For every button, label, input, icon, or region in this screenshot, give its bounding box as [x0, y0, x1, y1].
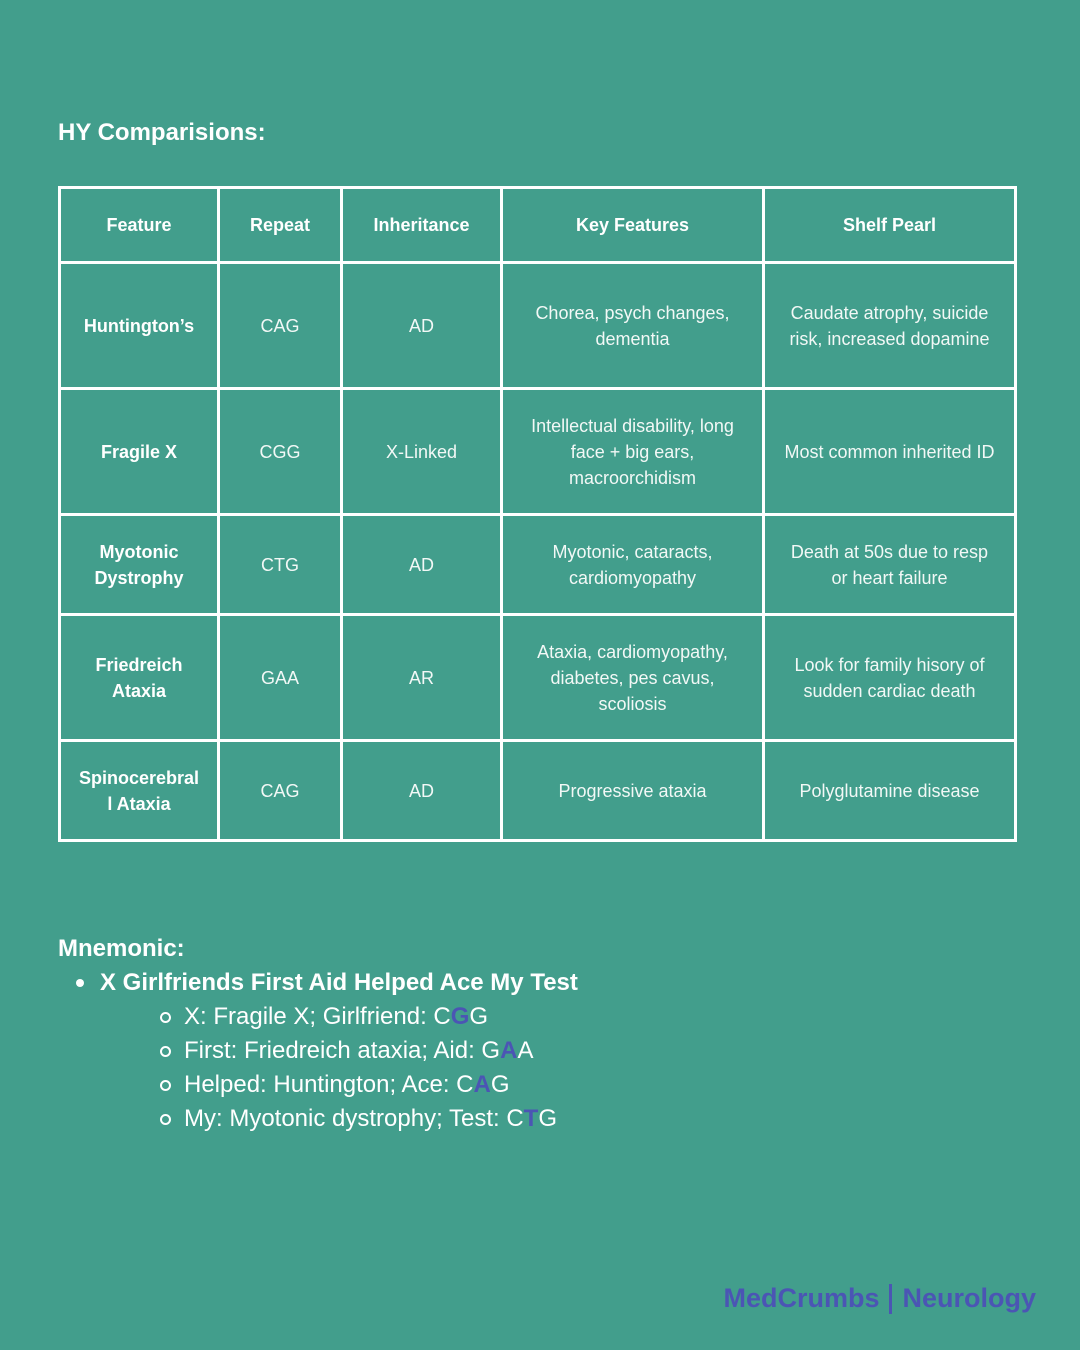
mnemonic-sub-list	[100, 1000, 578, 1136]
cell-shelf-pearl: Most common inherited ID	[764, 389, 1016, 515]
comparisons-title: HY Comparisions:	[58, 119, 266, 146]
cell-feature: Spinocerebrall Ataxia	[60, 741, 219, 841]
table-row	[60, 515, 1016, 615]
cell-feature: Fragile X	[60, 389, 219, 515]
cell-inheritance: AR	[342, 615, 502, 741]
cell-repeat: CAG	[219, 741, 342, 841]
table-row	[60, 741, 1016, 841]
item-text: My: Myotonic dystrophy; Test: C	[184, 1105, 524, 1132]
cell-key-features: Intellectual disability, long face + big ears, macroorchidism	[502, 389, 764, 515]
mnemonic-list	[58, 966, 578, 1136]
table-row	[60, 615, 1016, 741]
bullet-icon	[76, 979, 84, 987]
header-inheritance: Inheritance	[342, 188, 502, 263]
cell-inheritance: AD	[342, 263, 502, 389]
cell-repeat: GAA	[219, 615, 342, 741]
table-header-row	[60, 188, 1016, 263]
cell-key-features: Progressive ataxia	[502, 741, 764, 841]
cell-shelf-pearl: Caudate atrophy, suicide risk, increased dopamine	[764, 263, 1016, 389]
cell-feature: Myotonic Dystrophy	[60, 515, 219, 615]
cell-repeat: CGG	[219, 389, 342, 515]
item-text-end: G	[490, 1071, 510, 1098]
brand-section: Neurology	[902, 1283, 1036, 1313]
item-text: X: Fragile X; Girlfriend: C	[184, 1003, 451, 1030]
circle-bullet-icon	[160, 1114, 171, 1125]
cell-inheritance: AD	[342, 741, 502, 841]
highlight-letter: A	[473, 1071, 491, 1098]
cell-inheritance: AD	[342, 515, 502, 615]
item-text: Helped: Huntington; Ace: C	[184, 1071, 474, 1098]
item-text-end: G	[538, 1105, 558, 1132]
header-shelf-pearl: Shelf Pearl	[764, 188, 1016, 263]
cell-repeat: CAG	[219, 263, 342, 389]
cell-key-features: Ataxia, cardiomyopathy, diabetes, pes cavus, scoliosis	[502, 615, 764, 741]
brand-divider	[889, 1284, 892, 1314]
item-text-end: G	[469, 1003, 489, 1030]
cell-key-features: Chorea, psych changes, dementia	[502, 263, 764, 389]
circle-bullet-icon	[160, 1080, 171, 1091]
cell-shelf-pearl: Polyglutamine disease	[764, 741, 1016, 841]
brand-footer	[723, 1283, 1036, 1314]
circle-bullet-icon	[160, 1046, 171, 1057]
cell-feature: Huntington’s	[60, 263, 219, 389]
item-text: First: Friedreich ataxia; Aid: G	[184, 1037, 501, 1064]
cell-inheritance: X-Linked	[342, 389, 502, 515]
cell-feature: Friedreich Ataxia	[60, 615, 219, 741]
comparison-table	[58, 186, 1017, 842]
cell-repeat: CTG	[219, 515, 342, 615]
highlight-letter: A	[500, 1037, 518, 1064]
cell-shelf-pearl: Death at 50s due to resp or heart failure	[764, 515, 1016, 615]
header-repeat: Repeat	[219, 188, 342, 263]
cell-shelf-pearl: Look for family hisory of sudden cardiac death	[764, 615, 1016, 741]
header-feature: Feature	[60, 188, 219, 263]
mnemonic-title: Mnemonic:	[58, 935, 185, 962]
list-item	[100, 1000, 578, 1034]
brand-name: MedCrumbs	[723, 1283, 880, 1313]
table-row	[60, 263, 1016, 389]
list-item	[100, 1102, 578, 1136]
highlight-letter: G	[450, 1003, 470, 1030]
table-row	[60, 389, 1016, 515]
mnemonic-main-item	[58, 966, 578, 1136]
cell-key-features: Myotonic, cataracts, cardiomyopathy	[502, 515, 764, 615]
header-key-features: Key Features	[502, 188, 764, 263]
item-text-end: A	[517, 1037, 534, 1064]
circle-bullet-icon	[160, 1012, 171, 1023]
mnemonic-phrase: X Girlfriends First Aid Helped Ace My Test	[100, 969, 578, 996]
list-item	[100, 1068, 578, 1102]
list-item	[100, 1034, 578, 1068]
highlight-letter: T	[523, 1105, 539, 1132]
